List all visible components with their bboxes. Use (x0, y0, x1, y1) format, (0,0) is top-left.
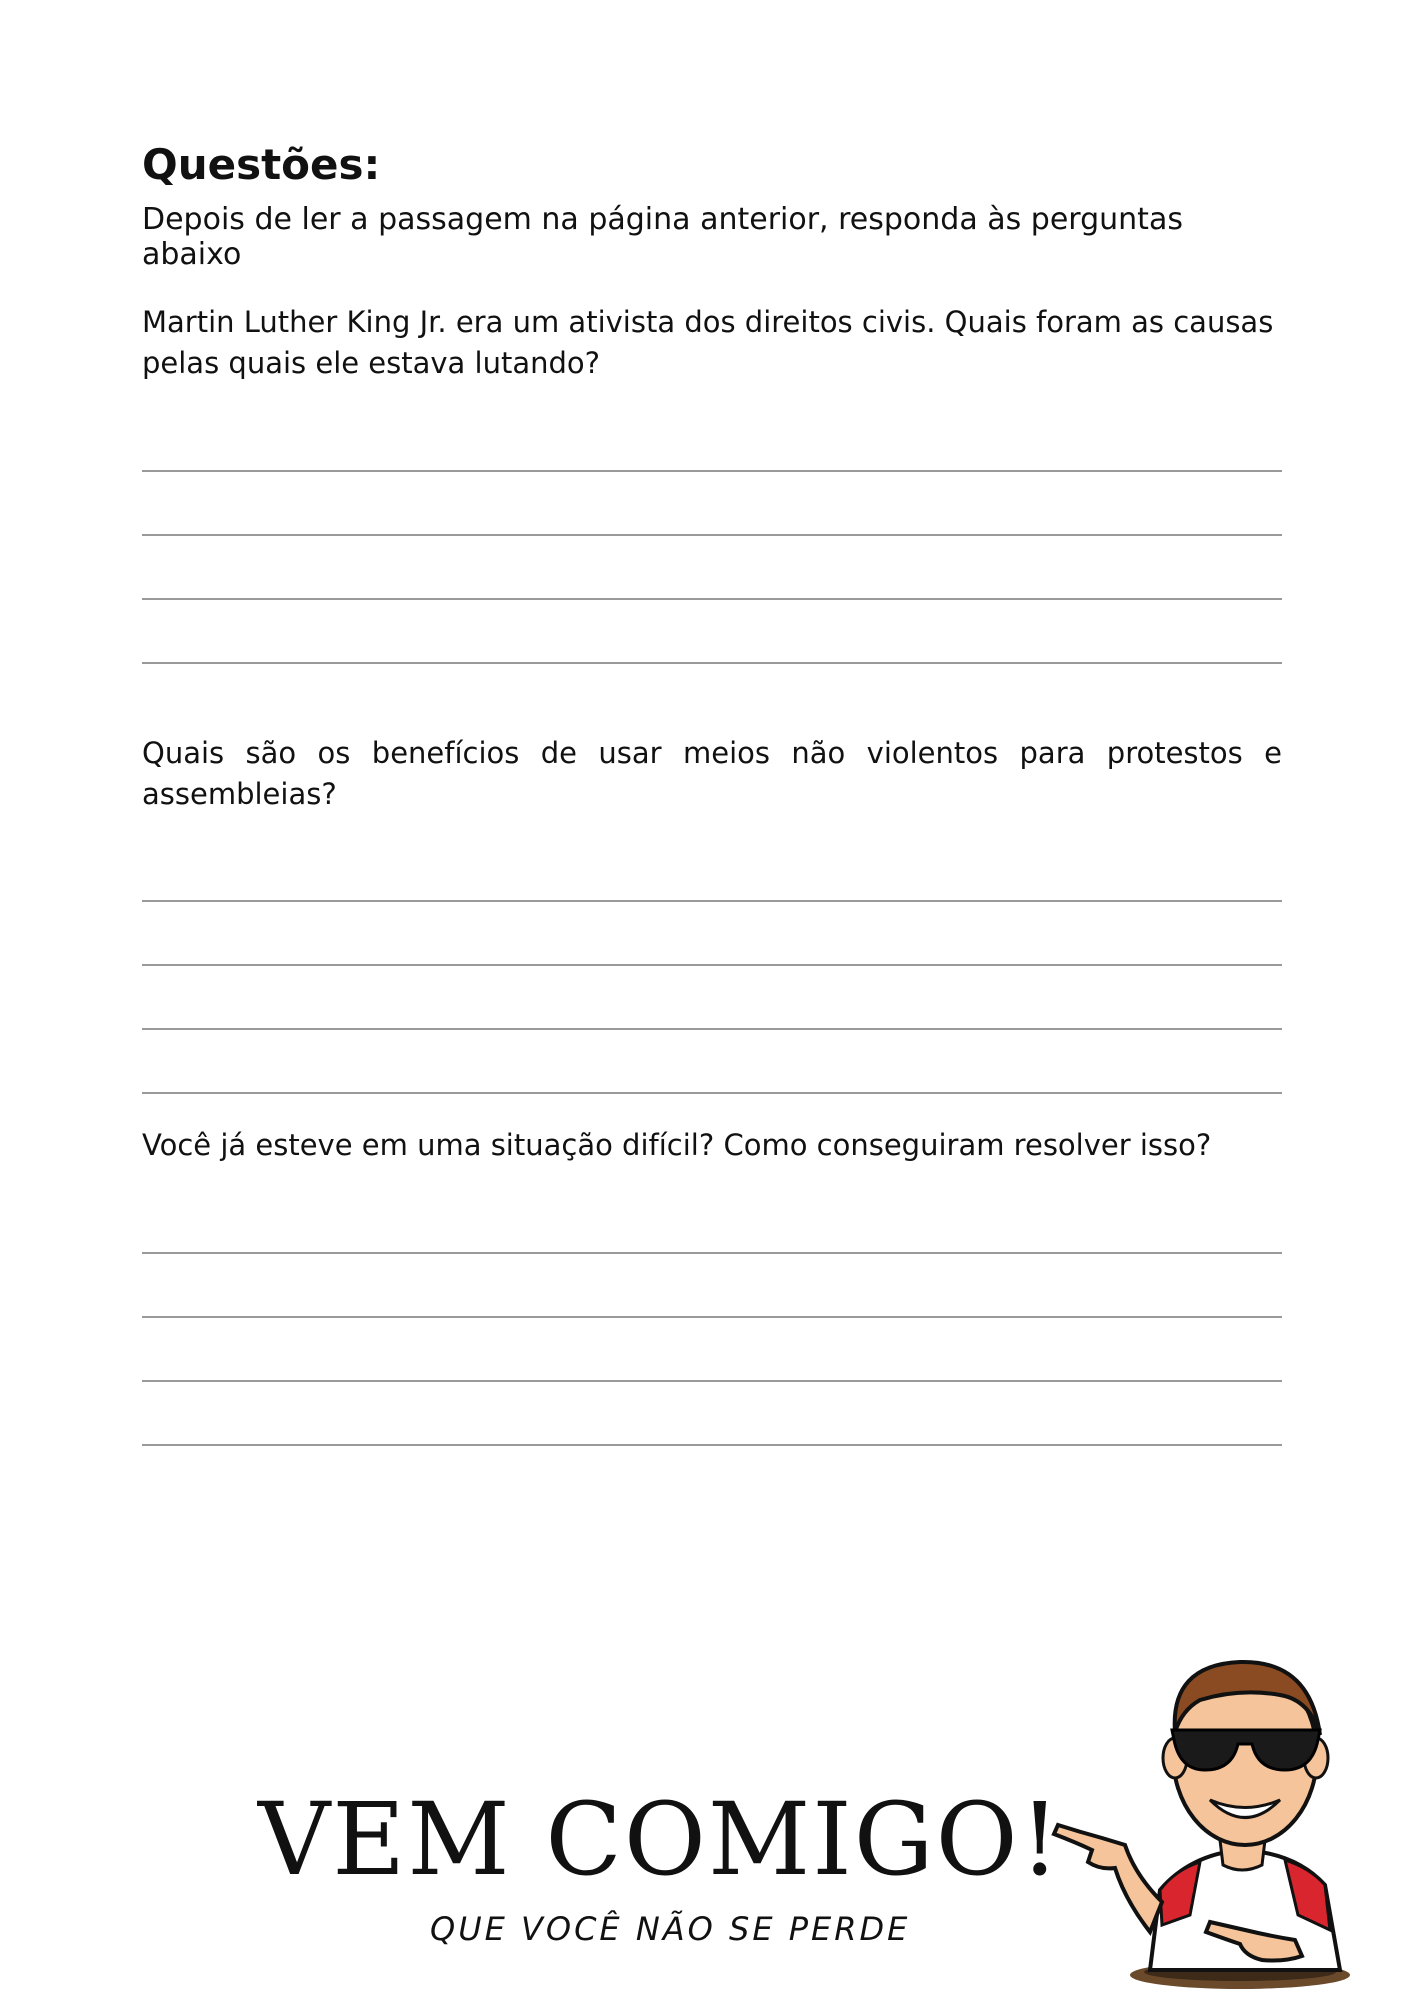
answer-line[interactable] (142, 900, 1282, 902)
answer-line[interactable] (142, 470, 1282, 472)
answer-line[interactable] (142, 598, 1282, 600)
brand-tagline: QUE VOCÊ NÃO SE PERDE (430, 1910, 911, 1948)
answer-line[interactable] (142, 1316, 1282, 1318)
question-3-text: Você já esteve em uma situação difícil? Como conseguiram resolver isso? (142, 1128, 1212, 1162)
page-title: Questões: (142, 140, 381, 189)
answer-line[interactable] (142, 662, 1282, 664)
answer-line[interactable] (142, 964, 1282, 966)
question-2-text: Quais são os benefícios de usar meios não violentos para protestos e assembleias? (142, 736, 1282, 811)
brand-logo-text: VEM COMIGO! (258, 1781, 1062, 1898)
answer-line[interactable] (142, 1028, 1282, 1030)
answer-line[interactable] (142, 1444, 1282, 1446)
answer-line[interactable] (142, 1092, 1282, 1094)
instructions-text: Depois de ler a passagem na página anterior, responda às perguntas abaixo (142, 202, 1183, 272)
answer-line[interactable] (142, 1252, 1282, 1254)
question-1-text: Martin Luther King Jr. era um ativista dos direitos civis. Quais foram as causas pelas quais ele estava lutando? (142, 305, 1274, 380)
cartoon-avatar-icon (1040, 1640, 1360, 1990)
answer-line[interactable] (142, 534, 1282, 536)
answer-line[interactable] (142, 1380, 1282, 1382)
